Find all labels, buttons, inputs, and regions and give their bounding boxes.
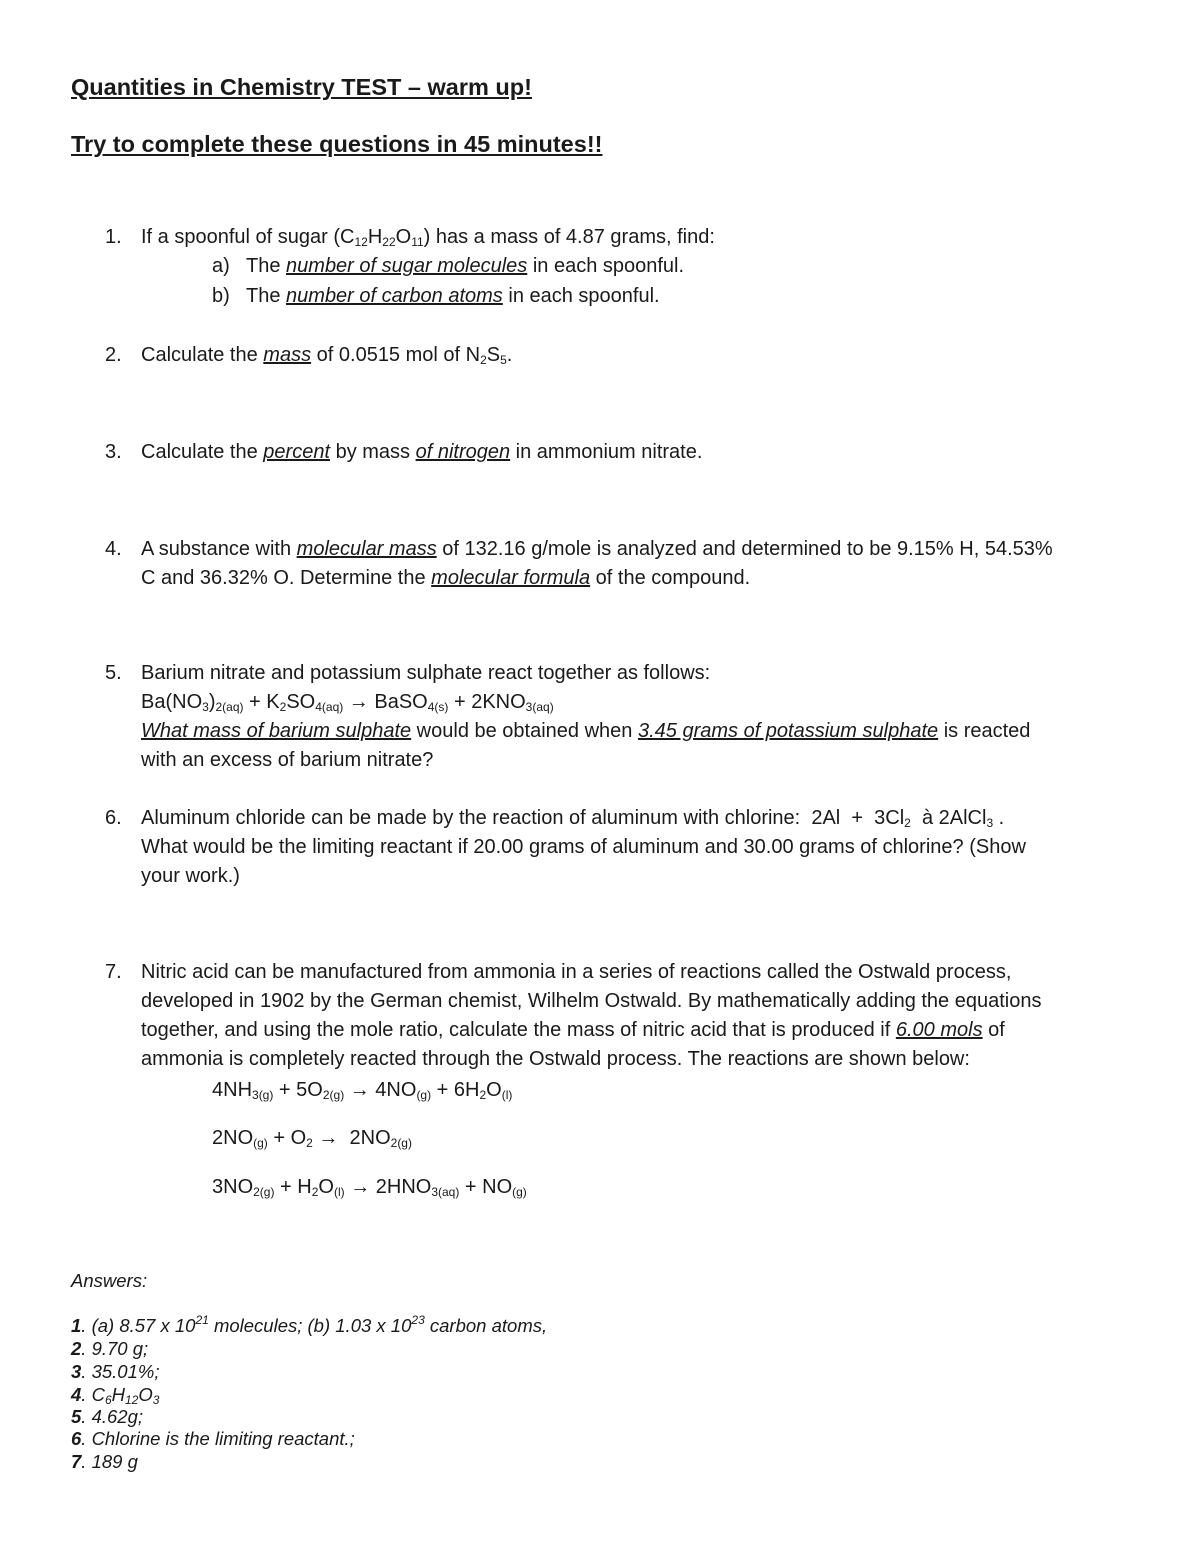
question-7-line-3: together, and using the mole ratio, calculate the mass of nitric acid that is produced if 6.00 mols of: [141, 1019, 1005, 1041]
answer-2: 2. 9.70 g;: [71, 1338, 149, 1359]
question-3-text: Calculate the percent by mass of nitrogen in ammonium nitrate.: [141, 441, 703, 463]
question-4-line-2: C and 36.32% O. Determine the molecular formula of the compound.: [141, 567, 751, 589]
ostwald-equation-1: $4NH_{3(g)} + 5O_{2(g)} \to 4NO_{(g)} + 6H_2O_{(l)}$: [212, 1079, 513, 1102]
answer-5: 5. 4.62g;: [71, 1406, 144, 1427]
question-5-line-4: with an excess of barium nitrate?: [141, 749, 434, 771]
question-1a-letter: a): [212, 255, 230, 277]
question-6-line-3: your work.): [141, 865, 240, 887]
question-7-line-4: ammonia is completely reacted through the Ostwald process. The reactions are shown below:: [141, 1048, 970, 1070]
question-7-line-2: developed in 1902 by the German chemist, Wilhelm Ostwald. By mathematically adding the equations: [141, 990, 1042, 1012]
question-1-number: 1.: [105, 226, 122, 248]
question-4-number: 4.: [105, 538, 122, 560]
question-3-number: 3.: [105, 441, 122, 463]
question-1b-text: The number of carbon atoms in each spoonful.: [246, 285, 660, 307]
ostwald-equation-3: $3NO_{2(g)} + H_2O_{(l)} \to 2HNO_{3(aq)} + NO_{(g)}$: [212, 1176, 527, 1199]
question-5-number: 5.: [105, 662, 122, 684]
ostwald-equation-2: $2NO_{(g)} + O_2 \to 2NO_{2(g)}$: [212, 1127, 412, 1150]
question-7-number: 7.: [105, 961, 122, 983]
question-1b-letter: b): [212, 285, 230, 307]
question-1a-text: The number of sugar molecules in each spoonful.: [246, 255, 685, 277]
question-6-line-1: Aluminum chloride can be made by the reaction of aluminum with chlorine: $2Al + 3Cl_2$ à 2AlCl$_3$ .: [141, 807, 1005, 830]
question-1-text: If a spoonful of sugar $(C_{12}H_{22}O_{11})$ has a mass of 4.87 grams, find:: [141, 226, 715, 249]
answer-7: 7. 189 g: [71, 1451, 138, 1472]
page-subtitle: Try to complete these questions in 45 minutes!!: [71, 131, 603, 157]
page-title: Quantities in Chemistry TEST – warm up!: [71, 74, 532, 100]
answer-6: 6. Chlorine is the limiting reactant.;: [71, 1428, 355, 1449]
question-6-line-2: What would be the limiting reactant if 20.00 grams of aluminum and 30.00 grams of chlorine? (Show: [141, 836, 1026, 858]
question-2-number: 2.: [105, 344, 122, 366]
answer-4: 4. $C_6H_{12}O_3$: [71, 1384, 160, 1407]
question-5-equation: $Ba(NO_3)_{2(aq)} + K_2SO_{4(aq)}$ → BaSO$_{4(s)}$ + $2KNO_{3(aq)}$: [141, 691, 554, 714]
question-2-text: Calculate the mass of 0.0515 mol of $N_2S_5$.: [141, 344, 513, 367]
question-6-number: 6.: [105, 807, 122, 829]
question-5-line-1: Barium nitrate and potassium sulphate react together as follows:: [141, 662, 711, 684]
question-4-line-1: A substance with molecular mass of 132.16 g/mole is analyzed and determined to be 9.15% H, 54.53%: [141, 538, 1053, 560]
question-5-line-3: What mass of barium sulphate would be obtained when 3.45 grams of potassium sulphate is reacted: [141, 720, 1031, 742]
answer-1: 1. (a) 8.57 x $10^{21}$ molecules; (b) 1.03 x $10^{23}$ carbon atoms,: [71, 1313, 548, 1336]
answers-heading: Answers:: [71, 1270, 148, 1291]
question-7-line-1: Nitric acid can be manufactured from ammonia in a series of reactions called the Ostwald process,: [141, 961, 1012, 983]
answer-3: 3. 35.01%;: [71, 1361, 160, 1382]
